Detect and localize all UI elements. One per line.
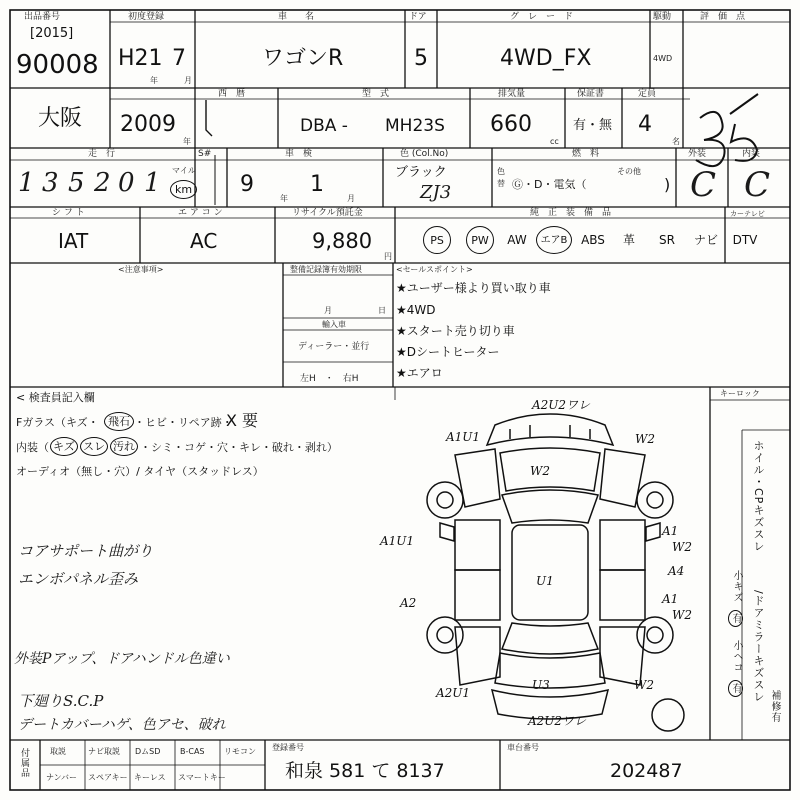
model-year-label: 西 暦 <box>218 89 246 99</box>
mark-right-front-fender: W2 <box>635 432 655 446</box>
accessory-navi-manual: ナビ取説 <box>88 747 120 756</box>
interior-line-a: 内装（ <box>16 441 49 454</box>
mark-left-front-fender: A1U1 <box>446 430 481 444</box>
exterior-label: 外装 <box>688 149 707 159</box>
drive-label: 駆動 <box>653 12 672 22</box>
capacity: 4 <box>638 112 652 137</box>
fuel-label: 燃 料 <box>572 149 600 159</box>
type-label: 型 式 <box>362 89 390 99</box>
reg-tsuki: 月 <box>184 76 192 85</box>
mark-left-front-door: A1U1 <box>380 534 415 548</box>
mark-rear-hatch: U3 <box>532 678 550 692</box>
equipment-navi: ナビ <box>693 233 718 247</box>
hand-note: 下廻りS.C.P <box>18 692 104 710</box>
displacement-label: 排気量 <box>498 89 526 99</box>
interior-circled-dirt: 汚れ <box>110 437 138 456</box>
chassis-label: 車台番号 <box>507 743 539 752</box>
side-repaired: 補修有 <box>769 690 780 723</box>
inspection-month: 1 <box>310 172 324 197</box>
auction-inspection-sheet: 出品番号 初度登録 車 名 ドア グ レ ー ド 駆動 評 価 点 [2015] 90008 H21 7 年 月 ワゴンR 5 4WD_FX 4WD 大阪 西 暦 2009 年 型 式 DBA - MH23S 排気量 660 cc 保証書 有・無 定員 4 名 走 行 1 3 5 2 0 1 マイル km S# 車 検 9 年 1 月 色 (Col.No) ブラック ZJ3 色替 燃 料 Ⓖ・D・電気（ その他 ) 外装 内装 C C シ フ ト IAT エ ア コ ン AC リサイクル預託金 9,880 円 純 正 装 備 品 カーテレビ PS PW AW エアB ABS 革 SR ナビ DTV <注意事項> 整備記録簿有効期限 月 日 輸入車 ディーラー・並行 左H ・ 右H <セールスポイント> ★ユーザー様より買い取り車 ★4WD ★スタート売り切り車 ★Dシートヒーター ★エアロ < 検査員記入欄 キーロック Fガラス（キズ・ 飛石 ・ヒビ・リペア跡・ X 要 内装（ キズ スレ 汚れ ・シミ・コゲ・穴・キレ・破れ・剥れ） オーディオ（無し・穴）/ タイヤ（スタッドレス） コアサポート曲がり エンボパネル歪み 外装Pアップ、ドアハンドル色違い 下廻りS.C.P デートカバーハゲ、色アセ、破れ ホイル・CPキズスレ /ドアミラーキズスレ 小キズ 有 小ヘコ 有 補修有 A2U2ワレ A1U1 W2 W2 A1U1 A1 W2 A4 A1 W2 A2 U1 A2U1 U3 W2 A2U2ワレ 付属品 取説 ナビ取説 DムSD B-CAS リモコン ナンバー スペアキー キーレス スマートキー 登録番号 和泉 581 て 8137 車台番号 202487 <box>0 0 800 800</box>
color-name: ブラック <box>395 165 447 180</box>
shift: IAT <box>58 229 89 253</box>
sales-point: ★ユーザー様より買い取り車 <box>396 281 551 295</box>
interior-grade: C <box>744 165 771 205</box>
hand-note: コアサポート曲がり <box>18 542 154 560</box>
reg-month: 7 <box>172 46 186 71</box>
glass-line-a: Fガラス（キズ・ <box>16 416 99 429</box>
warranty-label: 保証書 <box>577 89 605 99</box>
sales-point: ★スタート売り切り車 <box>396 324 515 338</box>
side-small-scratch: 小キズ <box>731 570 742 603</box>
capacity-unit: 名 <box>672 137 680 146</box>
car-name-label: 車 名 <box>278 12 315 22</box>
sales-point: ★エアロ <box>396 366 443 380</box>
interior-circled-scuff: スレ <box>80 437 108 456</box>
model-year: 2009 <box>120 112 176 137</box>
color-code: ZJ3 <box>420 182 452 203</box>
lot-number: 90008 <box>16 50 99 80</box>
color-label: 色 (Col.No) <box>400 149 449 159</box>
recycle-label: リサイクル預託金 <box>292 208 363 218</box>
car-tv-label: カーテレビ <box>730 210 765 218</box>
car-diagram <box>380 395 700 740</box>
mark-right-rear-door: A4 <box>668 564 685 578</box>
inspector-title: < 検査員記入欄 <box>16 391 95 404</box>
ac: AC <box>190 229 218 253</box>
doors: 5 <box>414 46 428 71</box>
import-label: 輸入車 <box>322 320 346 329</box>
hand-note: 外装Pアップ、ドアハンドル色違い <box>14 651 230 667</box>
hand-note: エンボパネル歪み <box>18 570 139 588</box>
equipment-abs: ABS <box>581 233 605 247</box>
car-name: ワゴンR <box>262 46 344 71</box>
equipment-ps: PS <box>423 226 451 254</box>
type-code: MH23S <box>385 116 445 136</box>
accessory-sd: DムSD <box>135 747 161 756</box>
accessory-smart-key: スマートキー <box>178 773 226 782</box>
warranty: 有・無 <box>573 118 613 133</box>
equipment-dtv: DTV <box>732 233 758 247</box>
mark-front-bumper: A2U2ワレ <box>532 398 591 412</box>
glass-mark: X 要 <box>226 411 259 430</box>
model-year-nen: 年 <box>183 137 191 146</box>
unit-km-circled: km <box>170 180 197 199</box>
equipment-pw: PW <box>466 226 494 254</box>
capacity-label: 定員 <box>638 89 657 99</box>
record-month: 月 <box>324 306 332 315</box>
reg-era: H21 <box>118 46 163 71</box>
inspection-year: 9 <box>240 172 254 197</box>
record-label: 整備記録簿有効期限 <box>290 265 362 274</box>
sales-point: ★Dシートヒーター <box>396 345 500 359</box>
location: 大阪 <box>38 106 83 131</box>
accessory-plate: ナンバー <box>46 773 78 782</box>
dealer-parallel: ディーラー・並行 <box>298 342 370 352</box>
mark-right-rear-corner: W2 <box>634 678 654 692</box>
mileage-digit: 5 <box>68 168 85 198</box>
fuel-options: Ⓖ・D・電気（ <box>512 178 587 191</box>
side-small-dent-yes: 有 <box>728 680 743 697</box>
drive-value: 4WD <box>653 54 673 63</box>
mileage-digit: 2 <box>94 168 111 198</box>
mileage-digit: 3 <box>42 168 59 198</box>
side-vertical-wheel: ホイル・CPキズスレ <box>752 440 765 553</box>
accessory-manual: 取説 <box>50 747 66 756</box>
reg-nen: 年 <box>150 76 158 85</box>
mileage-digits <box>18 166 168 202</box>
registration-number: 和泉 581 て 8137 <box>285 760 445 782</box>
steering: 左H ・ 右H <box>300 374 359 384</box>
inspection-nen: 年 <box>280 194 288 203</box>
mileage-digit: 1 <box>18 168 35 198</box>
score-label: 評 価 点 <box>700 12 746 22</box>
displacement-unit: cc <box>550 137 559 146</box>
side-small-scratch-yes: 有 <box>728 610 743 627</box>
caution-label: <注意事項> <box>118 265 164 274</box>
fuel-other: その他 <box>617 167 641 176</box>
grade: 4WD_FX <box>500 46 592 71</box>
side-vertical-mirror: /ドアミラーキズスレ <box>752 590 765 703</box>
mark-right-front-door-a: A1 <box>662 524 679 538</box>
color-change-label: 色替 <box>497 167 505 188</box>
exterior-grade: C <box>690 165 717 205</box>
recycle-yen: 円 <box>384 252 392 261</box>
equipment-label: 純 正 装 備 品 <box>530 208 612 218</box>
displacement: 660 <box>490 112 532 137</box>
ac-label: エ ア コ ン <box>178 208 223 218</box>
accessory-spare-key: スペアキー <box>88 773 128 782</box>
mileage-digit: 0 <box>118 168 135 198</box>
mark-left-rear-door: A2 <box>400 596 417 610</box>
shift-label: シ フ ト <box>52 208 85 218</box>
mileage-digit: 1 <box>144 168 161 198</box>
mark-right-rear-fender-b: W2 <box>672 608 692 622</box>
accessory-remote: リモコン <box>224 747 256 756</box>
interior-line-b: ・シミ・コゲ・穴・キレ・破れ・剥れ） <box>140 441 338 454</box>
interior-label: 内装 <box>742 149 761 159</box>
mark-rear-bumper: A2U2ワレ <box>528 714 587 728</box>
key-lock-label: キーロック <box>720 389 760 398</box>
interior-circled-scratch: キズ <box>50 437 78 456</box>
grade-label: グ レ ー ド <box>510 12 574 22</box>
sales-points-label: <セールスポイント> <box>396 265 473 274</box>
chassis-number: 202487 <box>610 760 683 782</box>
accessory-keyless: キーレス <box>134 773 166 782</box>
glass-circled: 飛石 <box>104 412 134 431</box>
mark-hood: W2 <box>530 464 550 478</box>
recycle-deposit: 9,880 <box>312 229 373 253</box>
accessories-side-label: 付属品 <box>19 748 29 778</box>
mark-right-rear-fender-a: A1 <box>662 592 679 606</box>
type-prefix: DBA - <box>300 116 348 136</box>
mark-right-front-door-b: W2 <box>672 540 692 554</box>
equipment-sunroof: SR <box>659 233 675 247</box>
first-reg-label: 初度登録 <box>128 12 165 22</box>
equipment-airbag: エアB <box>536 226 572 254</box>
sales-point: ★4WD <box>396 303 436 317</box>
accessory-bcas: B-CAS <box>180 747 205 756</box>
record-day: 日 <box>378 306 386 315</box>
mark-roof: U1 <box>536 574 554 588</box>
unit-mile: マイル <box>172 166 196 175</box>
side-small-dent: 小ヘコ <box>731 640 742 673</box>
mileage-label: 走 行 <box>88 149 116 159</box>
hand-note: デートカバーハゲ、色アセ、破れ <box>18 717 226 733</box>
registration-label: 登録番号 <box>272 743 304 752</box>
audio-tire-line: オーディオ（無し・穴）/ タイヤ（スタッドレス） <box>16 465 264 478</box>
inspection-tsuki: 月 <box>347 194 355 203</box>
inspection-label: 車 検 <box>285 149 313 159</box>
doors-label: ドア <box>409 12 427 22</box>
mark-left-rear-corner: A2U1 <box>436 686 471 700</box>
equipment-aw: AW <box>507 233 527 247</box>
year-bracket: [2015] <box>30 26 74 41</box>
glass-line-b: ・ヒビ・リペア跡・ <box>134 416 233 429</box>
lot-label: 出品番号 <box>24 12 61 22</box>
equipment-leather: 革 <box>622 233 635 247</box>
